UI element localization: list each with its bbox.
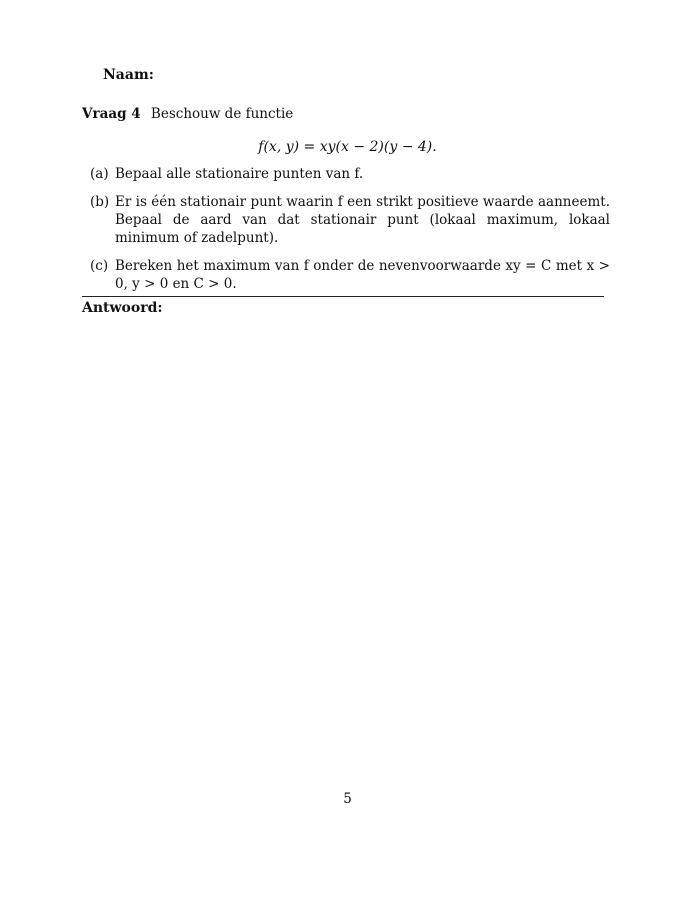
- question-part-c: [90, 257, 610, 293]
- part-label: (c): [90, 258, 109, 274]
- part-label: (b): [90, 194, 110, 210]
- part-label: (a): [90, 166, 109, 182]
- function-formula: f(x, y) = xy(x − 2)(y − 4).: [258, 139, 437, 155]
- part-text: Bepaal alle stationaire punten van f.: [115, 166, 364, 182]
- question-parts: [90, 165, 610, 303]
- answer-label: Antwoord:: [82, 300, 163, 316]
- part-text: Er is één stationair punt waarin f een strikt positieve waarde aanneemt. Bepaal de aard van dat stationair punt (lokaal maximum, lokaal minimum of zadelpunt).: [115, 194, 610, 246]
- name-label: Naam:: [103, 67, 154, 83]
- answer-divider: [82, 296, 604, 297]
- question-part-a: [90, 165, 610, 183]
- question-intro: Beschouw de functie: [150, 106, 294, 122]
- question-part-b: [90, 193, 610, 247]
- question-label: Vraag 4: [82, 106, 141, 122]
- part-text: Bereken het maximum van f onder de nevenvoorwaarde xy = C met x > 0, y > 0 en C > 0.: [115, 258, 610, 292]
- page-number: 5: [343, 791, 352, 807]
- question-heading: [82, 106, 293, 122]
